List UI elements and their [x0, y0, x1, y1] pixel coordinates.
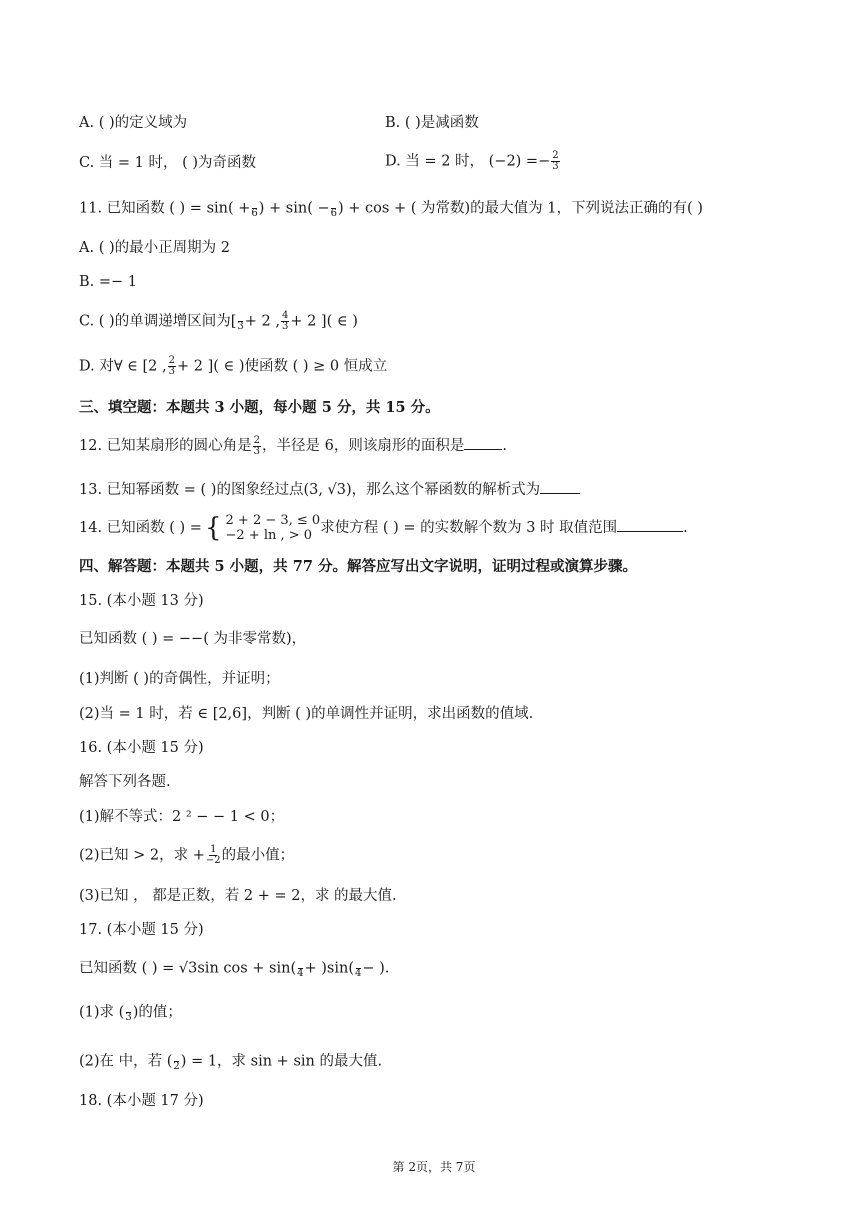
- q15-part1: (1)判断 ( )的奇偶性，并证明；: [79, 671, 280, 687]
- fraction: $\frac{2}{3}$: [168, 355, 176, 377]
- section-heading-solutions: 四、解答题：本题共 5 小题，共 77 分。解答应写出文字说明，证明过程或演算步骤。: [79, 558, 637, 575]
- fraction: $\frac{2}{3}$: [552, 150, 559, 172]
- q10-option-c: C. 当 = 1 时， ( )为奇函数: [79, 155, 257, 171]
- q11-option-b: B. =− 1: [79, 274, 138, 290]
- fraction: 6: [331, 198, 337, 219]
- fraction: $\frac{4}{3}$: [281, 310, 289, 332]
- piecewise-cases: 2 + 2 − 3, ≤ 0 −2 + ln , > 0: [225, 513, 321, 543]
- q17-part2: (2)在 中，若 ( 2 ) = 1，求 sin + sin 的最大值.: [79, 1051, 382, 1072]
- fraction: 2: [173, 1051, 179, 1072]
- q16-part1: (1)解不等式：2 ² − − 1 < 0；: [79, 809, 285, 825]
- q14-stem: 14. 已知函数 ( ) = { 2 + 2 − 3, ≤ 0 −2 + ln , > 0 求使方程 ( ) = 的实数解个数为 3 时 取值范围 .: [79, 513, 688, 543]
- page-footer: 第 2页，共 7页: [392, 1160, 476, 1174]
- q13-stem: 13. 已知幂函数 = ( )的图象经过点(3, √3)，那么这个幂函数的解析式为: [79, 479, 580, 500]
- fraction: 6: [251, 198, 257, 219]
- fraction: $\frac{2}{3}$: [253, 434, 261, 457]
- answer-blank[interactable]: [540, 479, 580, 494]
- section-heading-fill-in: 三、填空题：本题共 3 小题，每小题 5 分，共 15 分。: [79, 399, 440, 416]
- q10-option-a: A. ( )的定义域为: [79, 115, 188, 131]
- fraction: $\frac{1}{-2}$: [205, 844, 221, 866]
- q11-option-a: A. ( )的最小正周期为 2: [79, 240, 230, 256]
- q11-option-c: C. ( )的单调递增区间为[ 3 + 2 , $\frac{4}{3}$ + 2 ]( ∈ ): [79, 310, 358, 332]
- answer-blank[interactable]: [464, 435, 502, 450]
- q10-option-d: [385, 151, 561, 172]
- left-brace: {: [204, 513, 222, 543]
- q10-option-d-text: D. 当 = 2 时， (−2) =−: [385, 153, 551, 170]
- fraction: 4: [355, 958, 361, 979]
- fraction: 3: [125, 1002, 131, 1023]
- answer-blank[interactable]: [617, 517, 683, 532]
- q11-stem: 11. 已知函数 ( ) = sin( + 6 ) + sin( − 6 ) + cos + ( 为常数)的最大值为 1，下列说法正确的有( ): [79, 198, 703, 219]
- q16-heading: 16. (本小题 15 分): [79, 740, 204, 756]
- fraction: 3: [237, 311, 243, 332]
- q17-heading: 17. (本小题 15 分): [79, 922, 204, 938]
- q15-heading: 15. (本小题 13 分): [79, 593, 204, 609]
- q15-part2: (2)当 = 1 时，若 ∈ [2,6]，判断 ( )的单调性并证明，求出函数的值域.: [79, 706, 534, 722]
- q16-part2: (2)已知 > 2，求 + $\frac{1}{-2}$ 的最小值；: [79, 844, 295, 866]
- q12-stem: 12. 已知某扇形的圆心角是 $\frac{2}{3}$ ，半径是 6，则该扇形的面积是 .: [79, 434, 507, 457]
- q16-stem: 解答下列各题.: [79, 774, 171, 790]
- q16-part3: (3)已知 ， 都是正数，若 2 + = 2，求 的最大值.: [79, 888, 397, 904]
- q18-heading: 18. (本小题 17 分): [79, 1093, 204, 1109]
- q17-stem: 已知函数 ( ) = √3sin cos + sin( 4 + )sin( 4 − ).: [79, 958, 389, 979]
- q15-stem: 已知函数 ( ) = −−( 为非零常数)，: [79, 631, 307, 647]
- q11-option-d: D. 对∀ ∈ [2 , $\frac{2}{3}$ + 2 ]( ∈ )使函数 ( ) ≥ 0 恒成立: [79, 355, 388, 377]
- q10-option-b: B. ( )是减函数: [385, 115, 479, 131]
- q17-part1: (1)求 ( 3 )的值；: [79, 1002, 182, 1023]
- fraction: 4: [297, 958, 303, 979]
